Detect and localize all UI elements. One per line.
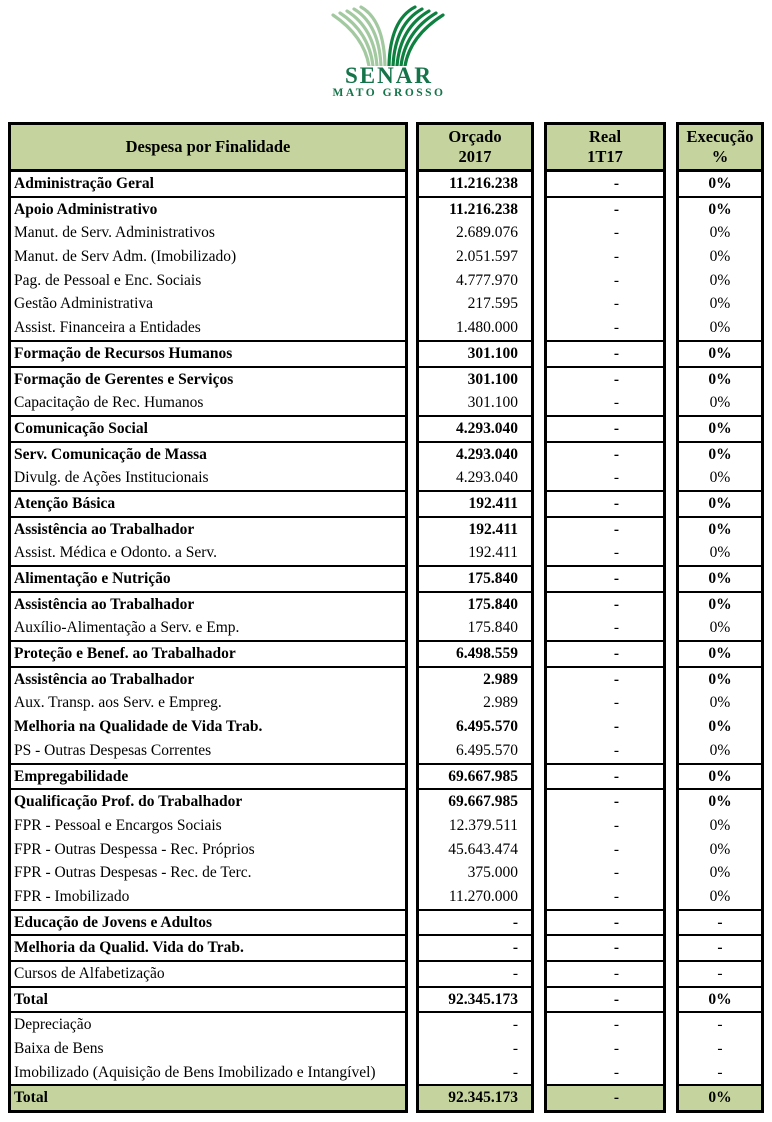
- table-row-cell: 0%: [679, 591, 761, 617]
- table-row-cell: 2.689.076: [419, 221, 531, 245]
- table-row-cell: -: [679, 1011, 761, 1037]
- table-row-cell: -: [547, 245, 663, 269]
- table-row-cell: 192.411: [419, 490, 531, 516]
- table-row-cell: 301.100: [419, 391, 531, 415]
- table-row-cell: -: [679, 909, 761, 935]
- table-row-cell: -: [547, 391, 663, 415]
- table-row-cell: Manut. de Serv. Administrativos: [11, 221, 405, 245]
- header-orcado-line2: 2017: [458, 147, 492, 166]
- table-row-cell: 0%: [679, 516, 761, 542]
- table-row-cell: -: [547, 691, 663, 715]
- table-row-cell: 1.480.000: [419, 316, 531, 340]
- header-exec-line2: %: [711, 147, 729, 166]
- table-row-cell: Serv. Comunicação de Massa: [11, 441, 405, 467]
- table-row-cell: -: [547, 640, 663, 666]
- table-row-cell: 4.777.970: [419, 269, 531, 293]
- senar-logo: [314, 4, 464, 100]
- table-row-cell: 12.379.511: [419, 814, 531, 838]
- table-row-cell: 0%: [679, 292, 761, 316]
- table-row-cell: Educação de Jovens e Adultos: [11, 909, 405, 935]
- table-row-cell: 4.293.040: [419, 466, 531, 490]
- table-row-cell: 0%: [679, 269, 761, 293]
- table-row-cell: 6.498.559: [419, 640, 531, 666]
- table-row-cell: 375.000: [419, 861, 531, 885]
- table-row-cell: Melhoria na Qualidade de Vida Trab.: [11, 715, 405, 739]
- table-row-cell: -: [547, 1084, 663, 1110]
- table-row-cell: 11.270.000: [419, 885, 531, 909]
- table-row-cell: 301.100: [419, 340, 531, 366]
- table-row-cell: 4.293.040: [419, 415, 531, 441]
- header-exec-line1: Execução: [686, 127, 754, 146]
- table-row-cell: Apoio Administrativo: [11, 196, 405, 222]
- column-header-orcado: [419, 125, 531, 172]
- table-row-cell: 0%: [679, 221, 761, 245]
- table-row-cell: 0%: [679, 838, 761, 862]
- table-row-cell: 45.643.474: [419, 838, 531, 862]
- table-row-cell: FPR - Imobilizado: [11, 885, 405, 909]
- table-row-cell: -: [679, 934, 761, 960]
- table-row-cell: 175.840: [419, 591, 531, 617]
- table-row-cell: -: [547, 490, 663, 516]
- table-row-cell: FPR - Outras Despessa - Rec. Próprios: [11, 838, 405, 862]
- table-row-cell: Aux. Transp. aos Serv. e Empreg.: [11, 691, 405, 715]
- table-row-cell: Total: [11, 1084, 405, 1110]
- table-row-cell: 0%: [679, 616, 761, 640]
- table-row-cell: Proteção e Benef. ao Trabalhador: [11, 640, 405, 666]
- table-row-cell: 4.293.040: [419, 441, 531, 467]
- orcado-rows: [419, 172, 531, 1110]
- column-header-execucao: [679, 125, 761, 172]
- table-row-cell: Formação de Recursos Humanos: [11, 340, 405, 366]
- table-row-cell: 0%: [679, 666, 761, 692]
- table-row-cell: -: [547, 1037, 663, 1061]
- table-row-cell: 0%: [679, 466, 761, 490]
- table-row-cell: Alimentação e Nutrição: [11, 565, 405, 591]
- table-row-cell: -: [547, 466, 663, 490]
- table-row-cell: -: [547, 861, 663, 885]
- table-row-cell: Administração Geral: [11, 172, 405, 196]
- table-row-cell: 2.989: [419, 666, 531, 692]
- table-row-cell: -: [679, 960, 761, 986]
- table-row-cell: 92.345.173: [419, 986, 531, 1012]
- table-row-cell: -: [547, 441, 663, 467]
- table-row-cell: Total: [11, 986, 405, 1012]
- table-row-cell: 0%: [679, 340, 761, 366]
- table-row-cell: 6.495.570: [419, 739, 531, 763]
- table-row-cell: 0%: [679, 245, 761, 269]
- table-row-cell: -: [547, 814, 663, 838]
- table-row-cell: FPR - Pessoal e Encargos Sociais: [11, 814, 405, 838]
- table-row-cell: 69.667.985: [419, 763, 531, 789]
- header-real-line1: Real: [588, 127, 622, 146]
- table-row-cell: 192.411: [419, 541, 531, 565]
- header-orcado-line1: Orçado: [448, 127, 502, 146]
- table-row-cell: PS - Outras Despesas Correntes: [11, 739, 405, 763]
- table-row-cell: -: [547, 196, 663, 222]
- table-row-cell: Comunicação Social: [11, 415, 405, 441]
- table-row-cell: Capacitação de Rec. Humanos: [11, 391, 405, 415]
- table-row-cell: -: [547, 715, 663, 739]
- table-row-cell: -: [547, 221, 663, 245]
- header-despesa-label: Despesa por Finalidade: [125, 137, 291, 156]
- table-row-cell: 0%: [679, 490, 761, 516]
- table-row-cell: 0%: [679, 415, 761, 441]
- table-row-cell: Assist. Financeira a Entidades: [11, 316, 405, 340]
- table-row-cell: -: [547, 516, 663, 542]
- column-despesa-por-finalidade: [8, 122, 408, 1113]
- table-row-cell: -: [547, 292, 663, 316]
- table-row-cell: Gestão Administrativa: [11, 292, 405, 316]
- table-row-cell: -: [547, 885, 663, 909]
- table-row-cell: 0%: [679, 986, 761, 1012]
- table-row-cell: Atenção Básica: [11, 490, 405, 516]
- table-row-cell: -: [547, 340, 663, 366]
- table-row-cell: Auxílio-Alimentação a Serv. e Emp.: [11, 616, 405, 640]
- table-row-cell: FPR - Outras Despesas - Rec. de Terc.: [11, 861, 405, 885]
- table-row-cell: 0%: [679, 788, 761, 814]
- table-row-cell: -: [547, 666, 663, 692]
- column-real-1t17: [544, 122, 666, 1113]
- table-row-cell: 175.840: [419, 616, 531, 640]
- table-row-cell: -: [547, 541, 663, 565]
- table-row-cell: -: [547, 616, 663, 640]
- table-row-cell: -: [547, 366, 663, 392]
- table-row-cell: -: [547, 565, 663, 591]
- table-row-cell: 192.411: [419, 516, 531, 542]
- table-row-cell: Manut. de Serv Adm. (Imobilizado): [11, 245, 405, 269]
- table-row-cell: -: [547, 934, 663, 960]
- table-row-cell: 0%: [679, 316, 761, 340]
- column-orcado-2017: [416, 122, 534, 1113]
- column-execucao-pct: [676, 122, 764, 1113]
- table-row-cell: -: [547, 909, 663, 935]
- table-row-cell: 11.216.238: [419, 196, 531, 222]
- senar-arcs-icon: [331, 4, 447, 66]
- table-row-cell: 0%: [679, 691, 761, 715]
- table-row-cell: Depreciação: [11, 1011, 405, 1037]
- header-real-line2: 1T17: [587, 147, 623, 166]
- table-row-cell: 217.595: [419, 292, 531, 316]
- table-row-cell: 0%: [679, 763, 761, 789]
- table-row-cell: 6.495.570: [419, 715, 531, 739]
- table-row-cell: 0%: [679, 885, 761, 909]
- table-row-cell: -: [547, 172, 663, 196]
- table-row-cell: 0%: [679, 565, 761, 591]
- table-row-cell: Assistência ao Trabalhador: [11, 591, 405, 617]
- table-row-cell: Assistência ao Trabalhador: [11, 666, 405, 692]
- table-row-cell: -: [547, 960, 663, 986]
- table-row-cell: -: [547, 986, 663, 1012]
- table-row-cell: -: [547, 269, 663, 293]
- table-row-cell: Formação de Gerentes e Serviços: [11, 366, 405, 392]
- table-row-cell: Divulg. de Ações Institucionais: [11, 466, 405, 490]
- table-row-cell: -: [547, 838, 663, 862]
- table-row-cell: 0%: [679, 814, 761, 838]
- table-row-cell: 2.051.597: [419, 245, 531, 269]
- table-row-cell: Assistência ao Trabalhador: [11, 516, 405, 542]
- budget-table: [8, 122, 764, 1113]
- logo-title: SENAR: [345, 63, 433, 88]
- table-row-cell: Imobilizado (Aquisição de Bens Imobilizado e Intangível): [11, 1061, 405, 1085]
- despesa-rows: [11, 172, 405, 1110]
- table-row-cell: -: [419, 909, 531, 935]
- table-row-cell: 2.989: [419, 691, 531, 715]
- table-row-cell: -: [419, 1061, 531, 1085]
- table-row-cell: 0%: [679, 739, 761, 763]
- table-row-cell: 0%: [679, 541, 761, 565]
- table-row-cell: 0%: [679, 640, 761, 666]
- table-row-cell: -: [547, 763, 663, 789]
- table-row-cell: -: [419, 1037, 531, 1061]
- table-row-cell: Assist. Médica e Odonto. a Serv.: [11, 541, 405, 565]
- logo-subtitle: MATO GROSSO: [332, 87, 446, 99]
- table-row-cell: 0%: [679, 391, 761, 415]
- table-row-cell: 0%: [679, 196, 761, 222]
- table-row-cell: Melhoria da Qualid. Vida do Trab.: [11, 934, 405, 960]
- table-row-cell: 0%: [679, 1084, 761, 1110]
- table-row-cell: Qualificação Prof. do Trabalhador: [11, 788, 405, 814]
- table-row-cell: 69.667.985: [419, 788, 531, 814]
- table-row-cell: 175.840: [419, 565, 531, 591]
- table-row-cell: -: [547, 316, 663, 340]
- table-row-cell: -: [419, 1011, 531, 1037]
- table-row-cell: 0%: [679, 861, 761, 885]
- table-row-cell: 0%: [679, 172, 761, 196]
- table-row-cell: 301.100: [419, 366, 531, 392]
- table-row-cell: -: [419, 960, 531, 986]
- table-row-cell: 11.216.238: [419, 172, 531, 196]
- column-header-real: [547, 125, 663, 172]
- table-row-cell: Empregabilidade: [11, 763, 405, 789]
- table-row-cell: -: [679, 1037, 761, 1061]
- table-row-cell: -: [547, 739, 663, 763]
- table-row-cell: -: [547, 788, 663, 814]
- table-row-cell: -: [547, 1011, 663, 1037]
- table-row-cell: -: [547, 591, 663, 617]
- execucao-rows: [679, 172, 761, 1110]
- table-row-cell: 0%: [679, 366, 761, 392]
- table-row-cell: 92.345.173: [419, 1084, 531, 1110]
- table-row-cell: -: [547, 1061, 663, 1085]
- table-row-cell: Cursos de Alfabetização: [11, 960, 405, 986]
- table-row-cell: Baixa de Bens: [11, 1037, 405, 1061]
- table-row-cell: 0%: [679, 715, 761, 739]
- table-row-cell: -: [679, 1061, 761, 1085]
- table-row-cell: Pag. de Pessoal e Enc. Sociais: [11, 269, 405, 293]
- table-row-cell: 0%: [679, 441, 761, 467]
- table-row-cell: -: [547, 415, 663, 441]
- table-row-cell: -: [419, 934, 531, 960]
- column-header-despesa: [11, 125, 405, 172]
- real-rows: [547, 172, 663, 1110]
